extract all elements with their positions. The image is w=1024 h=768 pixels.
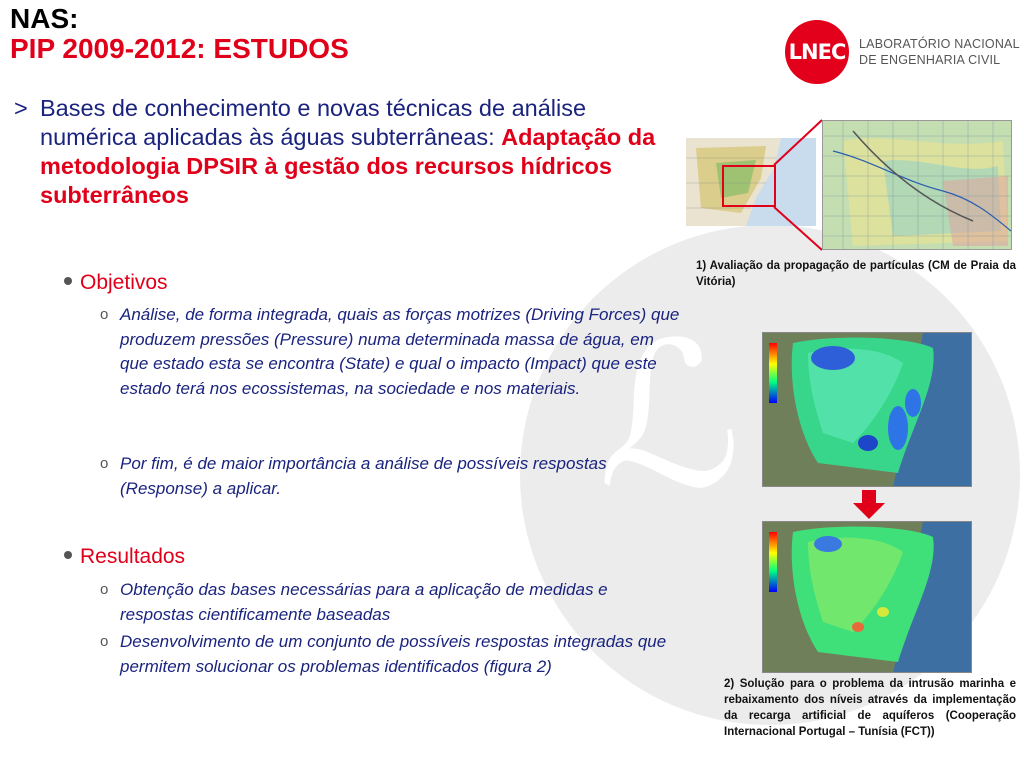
resultados-item (100, 578, 686, 627)
down-arrow-icon (852, 490, 886, 520)
lnec-logo-text (859, 36, 1020, 68)
main-bullet-text: Bases de conhecimento e novas técnicas de análise numérica aplicadas às águas subterrâneas: (40, 95, 587, 150)
sub-bullet-marker: o (100, 633, 109, 650)
main-bullet-body (14, 94, 686, 210)
main-bullet (14, 94, 686, 210)
objetivos-item-text: Análise, de forma integrada, quais as forças motrizes (Driving Forces) que produzem pressões (Pressure) numa determinada massa de água, em que estado esta se encontra (State) e qual o impacto (Impact) que este estado terá nos ecossistemas, na sociedade e nos materiais. (120, 305, 680, 398)
bullet-dot-icon (64, 277, 72, 285)
objetivos-item-text: Por fim, é de maior importância a análise de possíveis respostas (Response) a aplicar. (120, 454, 607, 498)
slide-title (10, 4, 349, 64)
main-bullet-marker: > (14, 95, 28, 121)
objetivos-heading (64, 270, 168, 296)
resultados-item (100, 630, 686, 679)
zoom-connector-lines (686, 118, 826, 258)
sub-bullet-marker: o (100, 581, 109, 598)
bullet-dot-icon (64, 551, 72, 559)
main-bullet-emphasis: Adaptação da metodologia DPSIR à gestão dos recursos hídricos subterrâneos (40, 124, 656, 208)
logo-text-line-2: DE ENGENHARIA CIVIL (859, 53, 1001, 67)
sub-bullet-marker: o (100, 306, 109, 323)
title-line-2: PIP 2009-2012: ESTUDOS (10, 33, 349, 64)
particle-propagation-image (822, 120, 1012, 250)
lnec-logo (785, 20, 1020, 84)
objetivos-item (100, 452, 686, 501)
figure2-caption: 2) Solução para o problema da intrusão marinha e rebaixamento dos níveis através da implementação da recarga artificial de aquíferos (Cooperação Internacional Portugal – Tunísia (FCT)) (724, 678, 1016, 738)
water-level-map-before (762, 332, 972, 487)
title-line-1: NAS: (10, 3, 79, 34)
resultados-item-text: Obtenção das bases necessárias para a aplicação de medidas e respostas cientificamente baseadas (120, 580, 608, 624)
resultados-item-text: Desenvolvimento de um conjunto de possíveis respostas integradas que permitem solucionar os problemas identificados (figura 2) (120, 632, 667, 676)
figure1-caption: 1) Avaliação da propagação de partículas (CM de Praia da Vitória) (696, 260, 1016, 288)
logo-text-line-1: LABORATÓRIO NACIONAL (859, 37, 1020, 51)
sub-bullet-marker: o (100, 455, 109, 472)
objetivos-heading-text: Objetivos (80, 271, 168, 294)
objetivos-item (100, 303, 686, 401)
watermark-logo-mark: ℒ (598, 300, 733, 533)
resultados-heading (64, 544, 185, 570)
resultados-heading-text: Resultados (80, 545, 186, 568)
water-level-map-after (762, 521, 972, 673)
lnec-logo-mark: LNEC (785, 20, 849, 84)
